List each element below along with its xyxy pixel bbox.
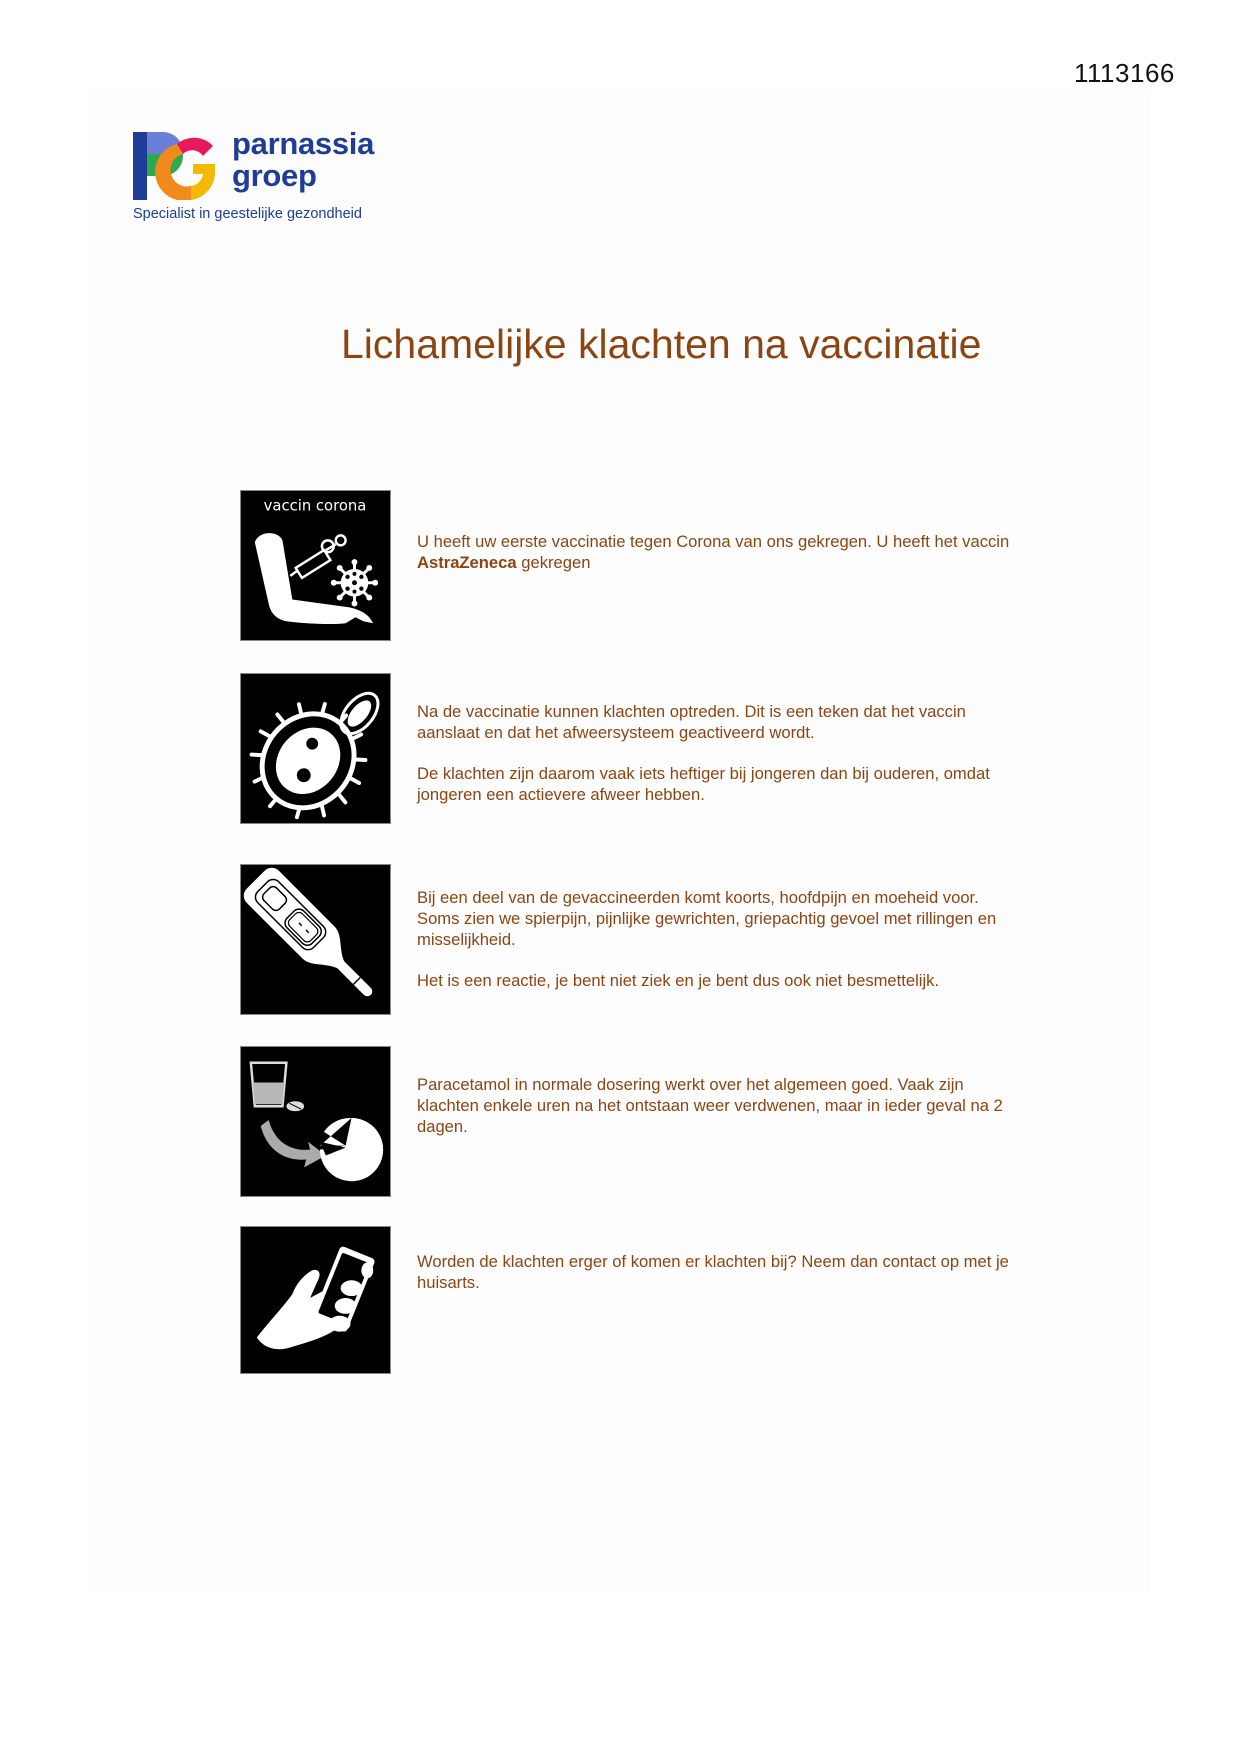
- logo-name: [232, 128, 374, 192]
- bacteria-icon: [240, 673, 391, 824]
- section-contact-doctor-text: [417, 1251, 1017, 1293]
- parnassia-groep-logo: [133, 126, 403, 227]
- thermometer-icon: [240, 864, 391, 1015]
- section-thermometer-text: [417, 887, 1017, 991]
- logo-name-line2: groep: [232, 158, 317, 193]
- logo-name-line1: parnassia: [232, 126, 375, 161]
- paragraph: Na de vaccinatie kunnen klachten optreden. Dit is een teken dat het vaccin aanslaat en dat het afweersysteem geactiveerd wordt.: [417, 702, 966, 742]
- vaccine-arm-icon: [240, 490, 391, 641]
- paragraph: Het is een reactie, je bent niet ziek en je bent dus ook niet besmettelijk.: [417, 971, 940, 990]
- pg-logo-mark-icon: [133, 132, 215, 200]
- text: U heeft uw eerste vaccinatie tegen Corona van ons gekregen. U heeft het vaccin: [417, 532, 1010, 551]
- vaccine-name: AstraZeneca: [417, 553, 517, 572]
- icon-label: vaccin corona: [263, 497, 367, 515]
- paragraph: Worden de klachten erger of komen er klachten bij? Neem dan contact op met je huisarts.: [417, 1252, 1009, 1292]
- section-vaccine-text: [417, 531, 1017, 573]
- paragraph: Paracetamol in normale dosering werkt over het algemeen goed. Vaak zijn klachten enkele uren na het ontstaan weer verdwenen, maar in ieder geval na 2 dagen.: [417, 1075, 1003, 1136]
- text: gekregen: [516, 553, 591, 572]
- document-id: 1113166: [1074, 58, 1175, 88]
- hand-phone-icon: [240, 1226, 391, 1374]
- section-medicine-text: [417, 1074, 1017, 1137]
- page-title: Lichamelijke klachten na vaccinatie: [341, 321, 982, 367]
- section-bacteria-text: [417, 701, 1017, 805]
- paragraph: [417, 531, 1017, 573]
- logo-tagline: Specialist in geestelijke gezondheid: [133, 206, 362, 222]
- paragraph: Bij een deel van de gevaccineerden komt koorts, hoofdpijn en moeheid voor. Soms zien we spierpijn, pijnlijke gewrichten, griepachtig gevoel met rillingen en misselijkheid.: [417, 888, 997, 949]
- paragraph: De klachten zijn daarom vaak iets heftiger bij jongeren dan bij ouderen, omdat jongeren een actievere afweer hebben.: [417, 764, 990, 804]
- medicine-glass-pill-icon: [240, 1046, 391, 1197]
